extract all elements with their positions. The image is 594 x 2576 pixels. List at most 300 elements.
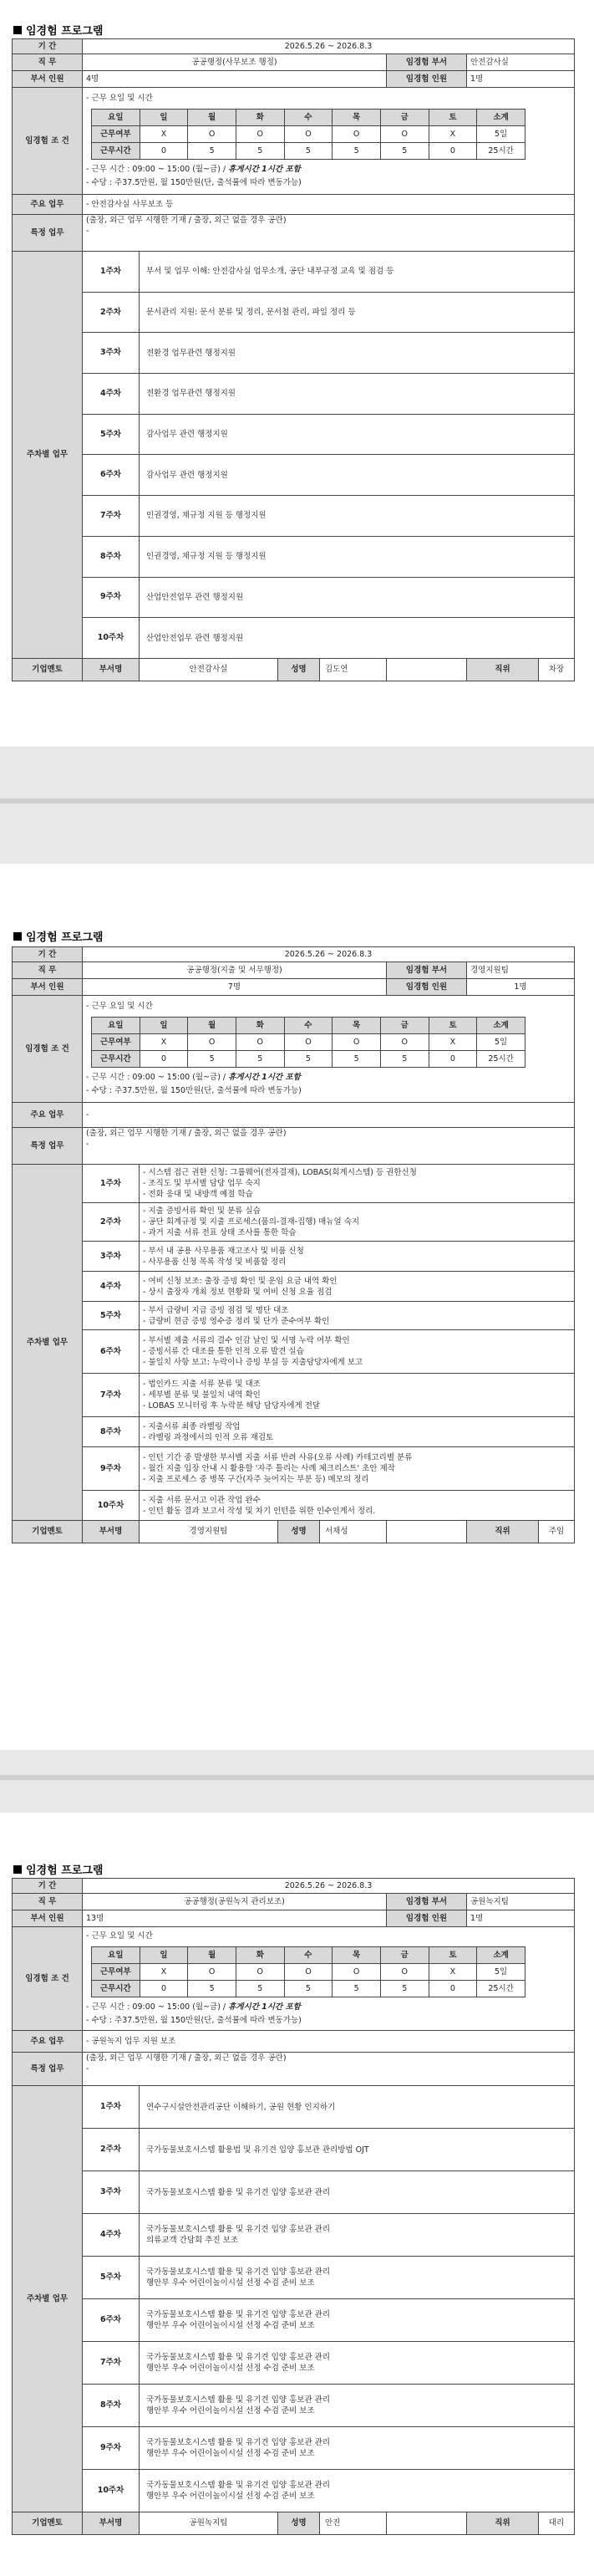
mentor-position-label: 직위 (467, 658, 539, 681)
week-task-line: - LOBAS 모니터링 후 누락분 해당 담당자에게 전달 (143, 1401, 321, 1410)
hours-row-label: 근무여부 (92, 1034, 140, 1051)
week-task-line: 국가동물보호시스템 활용 및 유기견 입양 홍보관 관리 (146, 2310, 331, 2319)
week-task-line: 문서관리 지원: 문서 분류 및 정리, 문서철 관리, 파일 정리 등 (146, 308, 356, 318)
conditions-body (83, 1927, 575, 2031)
mentor-name-cell (278, 2512, 387, 2535)
dept-staff-label: 부서 인원 (13, 979, 83, 996)
mentor-name-label: 성명 (278, 659, 320, 681)
hours-header-cell: 소계 (477, 1018, 525, 1034)
week-task-line: 국가동물보호시스템 활용 및 유기견 입양 홍보관 관리 (146, 2225, 331, 2234)
conditions-label: 임경험 조 건 (13, 1927, 83, 2031)
mentor-name-value: 김도연 (325, 664, 348, 674)
hours-header-cell: 요일 (92, 1947, 140, 1964)
row-job (13, 1894, 575, 1910)
hours-cell: 5 (284, 1981, 333, 1997)
hours-header-cell: 월 (188, 1947, 236, 1964)
section-title (13, 928, 103, 944)
special-duty-value: - (86, 2064, 89, 2074)
row-main-duty (13, 1103, 575, 1128)
week-tasks (140, 2214, 575, 2257)
hours-cell: O (380, 1034, 429, 1051)
week-task-line: 국가동물보호시스템 활용 및 유기견 입양 홍보관 관리 (146, 2353, 331, 2362)
main-duty-label: 주요 업무 (13, 2031, 83, 2053)
hours-cell: 5 (188, 1051, 236, 1068)
special-duty-note: (출장, 외근 업무 시행한 기재 / 출장, 외근 없을 경우 공란) (86, 1129, 287, 1138)
week-task-line: - 인턴 활동 결과 보고서 작성 및 차기 인턴을 위한 인수인계서 정리. (143, 1506, 376, 1516)
week-row (13, 2385, 575, 2427)
weekly-duty-label: 주차별 업무 (13, 2086, 83, 2512)
dept-assign-value: 공원녹지팀 (467, 1894, 575, 1910)
hours-cell: 5 (188, 1981, 236, 1997)
hours-row (92, 1981, 525, 1997)
conditions-time: - 근무 시간 : 09:00 ~ 15:00 (월~금) / (86, 2002, 226, 2012)
week-task-line: - 부서별 제출 서류의 결수 인감 날인 및 서명 누락 여부 확인 (143, 1336, 350, 1345)
hours-row (92, 143, 525, 160)
row-job (13, 962, 575, 979)
week-label: 1주차 (83, 2086, 140, 2129)
mentor-position-value: 주임 (539, 1521, 575, 1543)
week-row (13, 618, 575, 659)
week-task-line: - 시스템 접근 권한 신청: 그룹웨어(전자결재), LOBAS(회계시스템) 등 권한신청 (143, 1168, 417, 1177)
row-conditions (13, 1927, 575, 2031)
mentor-dept-value: 공원녹지팀 (140, 2512, 278, 2535)
hours-header-cell: 월 (188, 110, 236, 126)
week-task-line: 산업안전업무 관련 행정지원 (146, 633, 244, 643)
row-period (13, 39, 575, 54)
square-bullet-icon (13, 932, 22, 941)
row-staff (13, 71, 575, 88)
week-label: 7주차 (83, 2342, 140, 2385)
week-task-line: 산업안전업무 관련 행정지원 (146, 592, 244, 602)
week-tasks (140, 2257, 575, 2299)
week-row (13, 2086, 575, 2129)
week-label: 1주차 (83, 252, 140, 293)
dept-staff-value: 4명 (83, 71, 387, 88)
week-row (13, 2257, 575, 2299)
dept-assign-value: 경영지원팀 (467, 962, 575, 979)
square-bullet-icon (13, 26, 22, 34)
special-duty-body (83, 1128, 575, 1165)
weekly-duty-label: 주차별 업무 (13, 1165, 83, 1521)
dept-staff-label: 부서 인원 (13, 1910, 83, 1927)
hours-cell: 5 (236, 143, 284, 160)
conditions-pay-line: - 수당 : 주37.5만원, 월 150만원(단, 출석률에 따라 변동가능) (86, 1086, 302, 1095)
hours-header-cell: 수 (284, 110, 333, 126)
mentor-name-wrap (278, 659, 386, 681)
period-value: 2026.5.26 ~ 2026.8.3 (83, 1879, 575, 1894)
week-tasks (140, 1302, 575, 1330)
hours-header-cell: 요일 (92, 1018, 140, 1034)
week-task-line: 행안부 우수 어린이놀이시설 선정 수검 준비 보조 (146, 2364, 315, 2373)
week-task-line: 국가동물보호시스템 활용 및 유기견 입양 홍보관 관리 (146, 2481, 331, 2490)
hours-cell: X (429, 126, 477, 143)
hours-header-cell: 목 (333, 1947, 381, 1964)
period-label: 기 간 (13, 39, 83, 54)
week-task-line: - 법인카드 지출 서류 분류 및 대조 (143, 1380, 261, 1389)
company-mentor-label: 기업멘토 (13, 2512, 83, 2535)
hours-cell: O (188, 1034, 236, 1051)
dept-staff-value: 13명 (83, 1910, 387, 1927)
week-row (13, 1165, 575, 1203)
week-task-line: - 불일치 사항 보고: 누락이나 증빙 부실 등 지출담당자에게 보고 (143, 1358, 363, 1367)
period-label: 기 간 (13, 1879, 83, 1894)
program-table (12, 946, 575, 1543)
week-row (13, 2299, 575, 2342)
week-tasks (140, 1491, 575, 1521)
hours-cell: O (333, 1034, 381, 1051)
intern-count-label: 임경험 인원 (387, 71, 467, 88)
hours-row (92, 1034, 525, 1051)
job-label: 직 무 (13, 962, 83, 979)
hours-header-cell: 화 (236, 1018, 284, 1034)
week-label: 4주차 (83, 374, 140, 415)
hours-header-cell: 일 (140, 1018, 188, 1034)
special-duty-value: - (86, 227, 89, 236)
job-value: 공공행정(지출 및 서무행정) (83, 962, 387, 979)
hours-cell: O (380, 1964, 429, 1981)
job-value: 공공행정(사무보조 행정) (83, 54, 387, 71)
hours-cell: 5 (284, 143, 333, 160)
conditions-label: 임경험 조 건 (13, 88, 83, 195)
conditions-time-line (86, 163, 571, 176)
hours-cell: O (236, 126, 284, 143)
special-duty-label: 특정 업무 (13, 2053, 83, 2086)
hours-header-row (92, 1018, 525, 1034)
dept-assign-label: 임경험 부서 (387, 962, 467, 979)
special-duty-value: - (86, 1140, 89, 1149)
week-label: 10주차 (83, 618, 140, 659)
hours-cell: 5일 (477, 1964, 525, 1981)
conditions-days-line: - 근무 요일 및 시간 (86, 94, 153, 103)
conditions-body (83, 88, 575, 195)
mentor-name-value: 서채성 (325, 1527, 348, 1536)
week-tasks (140, 536, 575, 577)
week-tasks (140, 2470, 575, 2512)
hours-header-cell: 소계 (477, 110, 525, 126)
hours-header-cell: 목 (333, 1018, 381, 1034)
hours-cell: 25시간 (477, 1981, 525, 1997)
hours-header-cell: 화 (236, 110, 284, 126)
hours-cell: O (333, 126, 381, 143)
row-staff (13, 1910, 575, 1927)
hours-table (91, 1946, 525, 1997)
special-duty-label: 특정 업무 (13, 215, 83, 252)
week-label: 10주차 (83, 2470, 140, 2512)
company-mentor-label: 기업멘토 (13, 658, 83, 681)
hours-cell: O (284, 1034, 333, 1051)
row-main-duty (13, 195, 575, 215)
week-label: 9주차 (83, 577, 140, 618)
week-tasks (140, 292, 575, 333)
week-task-line: 감사업무 관련 행정지원 (146, 430, 228, 440)
mentor-position-value: 대리 (539, 2512, 575, 2535)
week-label: 3주차 (83, 2171, 140, 2214)
week-row (13, 1330, 575, 1374)
row-mentor (13, 658, 575, 681)
week-row (13, 1491, 575, 1521)
week-task-line: - 세부별 분류 및 불일치 내역 확인 (143, 1390, 261, 1400)
week-tasks (140, 455, 575, 496)
hours-cell: O (188, 126, 236, 143)
week-row (13, 1374, 575, 1417)
section-title (13, 1861, 103, 1877)
conditions-time-note: 휴게시간 1시간 포함 (228, 2002, 301, 2012)
week-row (13, 2342, 575, 2385)
week-task-line: - 월간 지출 입장 안내 시 활용할 '자주 틀리는 사례 체크리스트' 초안 제작 (143, 1464, 395, 1473)
mentor-position-label: 직위 (467, 2512, 539, 2535)
week-label: 1주차 (83, 1165, 140, 1203)
mentor-name-cell (278, 1521, 387, 1543)
intern-count-value: 1명 (467, 1910, 575, 1927)
intern-count-label: 임경험 인원 (387, 979, 467, 996)
week-task-line: 전환경 업무관련 행정지원 (146, 348, 236, 358)
hours-cell: 25시간 (477, 143, 525, 160)
week-row (13, 496, 575, 537)
week-row (13, 2214, 575, 2257)
week-task-line: - 지출 프로세스 중 병목 구간(자주 늦어지는 부분 등) 메모의 정리 (143, 1475, 369, 1484)
week-task-line: - 지출 증빙서류 확인 및 분류 실습 (143, 1206, 261, 1216)
mentor-position-label: 직위 (467, 1521, 539, 1543)
week-label: 6주차 (83, 455, 140, 496)
hours-header-cell: 금 (380, 1947, 429, 1964)
hours-header-cell: 월 (188, 1018, 236, 1034)
hours-header-cell: 토 (429, 1947, 477, 1964)
week-task-line: 국가동물보호시스템 활용 및 유기견 입양 홍보관 관리 (146, 2187, 331, 2197)
row-mentor (13, 1521, 575, 1543)
week-task-line: 전환경 업무관련 행정지원 (146, 389, 236, 399)
hours-table (91, 1017, 525, 1068)
hours-row-label: 근무시간 (92, 143, 140, 160)
weekly-duty-label: 주차별 업무 (13, 252, 83, 659)
page-gap (0, 1750, 594, 1813)
week-row (13, 1447, 575, 1491)
week-task-line: 의류교객 간담회 추진 보조 (146, 2236, 239, 2245)
hours-header-cell: 토 (429, 1018, 477, 1034)
conditions-time: - 근무 시간 : 09:00 ~ 15:00 (월~금) / (86, 165, 226, 174)
week-tasks (140, 1374, 575, 1417)
hours-cell: 0 (429, 1051, 477, 1068)
hours-cell: O (284, 1964, 333, 1981)
intern-count-value: 1명 (467, 979, 575, 996)
week-row (13, 333, 575, 374)
hours-cell: X (140, 1964, 188, 1981)
conditions-pay-line: - 수당 : 주37.5만원, 월 150만원(단, 출석률에 따라 변동가능) (86, 178, 302, 187)
conditions-time-line (86, 1071, 571, 1084)
section-title-text: 임경험 프로그램 (26, 931, 104, 944)
main-duty-label: 주요 업무 (13, 195, 83, 215)
hours-cell: 5 (284, 1051, 333, 1068)
conditions-time-note: 휴게시간 1시간 포함 (228, 1073, 301, 1082)
conditions-time: - 근무 시간 : 09:00 ~ 15:00 (월~금) / (86, 1073, 226, 1082)
week-label: 5주차 (83, 1302, 140, 1330)
intern-count-value: 1명 (467, 71, 575, 88)
dept-assign-label: 임경험 부서 (387, 1894, 467, 1910)
row-special-duty (13, 1128, 575, 1165)
main-duty-value: - (83, 1103, 575, 1128)
row-period (13, 1879, 575, 1894)
week-row (13, 2470, 575, 2512)
week-label: 2주차 (83, 292, 140, 333)
hours-cell: 0 (429, 1981, 477, 1997)
week-task-line: - 공단 회계규정 및 지출 프로세스(품의-결재-집행) 매뉴얼 숙지 (143, 1217, 360, 1227)
week-label: 5주차 (83, 2257, 140, 2299)
row-mentor (13, 2512, 575, 2535)
week-label: 8주차 (83, 2385, 140, 2427)
week-row (13, 414, 575, 455)
hours-cell: 0 (140, 1051, 188, 1068)
mentor-dept-value: 안전감사실 (140, 658, 278, 681)
week-tasks (140, 1447, 575, 1491)
mentor-name-label: 성명 (278, 2512, 320, 2534)
week-label: 6주차 (83, 2299, 140, 2342)
hours-cell: O (380, 126, 429, 143)
hours-header-cell: 금 (380, 1018, 429, 1034)
week-row (13, 252, 575, 293)
special-duty-note: (출장, 외근 업무 시행한 기재 / 출장, 외근 없을 경우 공란) (86, 2053, 287, 2063)
week-tasks (140, 333, 575, 374)
dept-staff-value: 7명 (83, 979, 387, 996)
week-label: 8주차 (83, 1417, 140, 1447)
mentor-name-wrap (278, 1521, 386, 1543)
row-conditions (13, 88, 575, 195)
main-duty-value: - 안전감사실 사무보조 등 (83, 195, 575, 215)
hours-row (92, 1051, 525, 1068)
hours-header-cell: 토 (429, 110, 477, 126)
hours-cell: 5 (236, 1981, 284, 1997)
week-task-line: 감사업무 관련 행정지원 (146, 470, 228, 480)
page-divider (0, 798, 594, 803)
hours-header-row (92, 1947, 525, 1964)
week-label: 2주차 (83, 2129, 140, 2171)
mentor-name-pad (387, 658, 467, 681)
special-duty-note: (출장, 외근 업무 시행한 기재 / 출장, 외근 없을 경우 공란) (86, 216, 287, 225)
mentor-dept-label: 부서명 (83, 1521, 140, 1543)
week-tasks (140, 2299, 575, 2342)
week-tasks (140, 2171, 575, 2214)
mentor-name-wrap (278, 2512, 386, 2534)
week-row (13, 1242, 575, 1272)
week-label: 3주차 (83, 333, 140, 374)
mentor-position-value: 차장 (539, 658, 575, 681)
week-task-line: - 전화 응대 및 내방객 예절 학습 (143, 1190, 253, 1199)
hours-header-cell: 소계 (477, 1947, 525, 1964)
hours-cell: X (429, 1034, 477, 1051)
main-duty-label: 주요 업무 (13, 1103, 83, 1128)
week-tasks (140, 1272, 575, 1302)
hours-cell: 5 (236, 1051, 284, 1068)
mentor-name-value: 안진 (325, 2518, 341, 2528)
week-row (13, 374, 575, 415)
week-task-line: 행안부 우수 어린이놀이시설 선정 수검 준비 보조 (146, 2492, 315, 2501)
week-row (13, 1203, 575, 1242)
week-task-line: 국가동물보호시스템 활용법 및 유기견 입양 홍보관 관리방법 OJT (146, 2145, 369, 2155)
special-duty-body (83, 2053, 575, 2086)
row-special-duty (13, 215, 575, 252)
week-tasks (140, 1242, 575, 1272)
mentor-name-pad (387, 2512, 467, 2535)
hours-header-cell: 일 (140, 1947, 188, 1964)
company-mentor-label: 기업멘토 (13, 1521, 83, 1543)
week-tasks (140, 1417, 575, 1447)
program-table (12, 1878, 575, 2535)
main-duty-value: - 공원녹지 업무 지원 보조 (83, 2031, 575, 2053)
conditions-pay-line: - 수당 : 주37.5만원, 월 150만원(단, 출석률에 따라 변동가능) (86, 2016, 302, 2025)
job-value: 공공행정(공원녹지 관리보조) (83, 1894, 387, 1910)
hours-cell: 5 (380, 143, 429, 160)
page-gap (0, 747, 594, 864)
hours-cell: 5 (333, 1051, 381, 1068)
week-task-line: - 라벨링 과정에서의 인적 오류 재검토 (143, 1432, 274, 1442)
mentor-name-label: 성명 (278, 1521, 320, 1543)
week-task-line: - 상시 출장자 개최 정보 현황화 및 여비 신청 요율 점검 (143, 1287, 333, 1297)
week-row (13, 2171, 575, 2214)
row-period (13, 947, 575, 962)
square-bullet-icon (13, 1865, 22, 1874)
conditions-time-note: 휴게시간 1시간 포함 (228, 165, 301, 174)
week-task-line: - 여비 신청 보조: 출장 증빙 확인 및 운임 요금 내역 확인 (143, 1276, 338, 1286)
hours-header-cell: 요일 (92, 110, 140, 126)
dept-assign-label: 임경험 부서 (387, 54, 467, 71)
week-task-line: 인권경영, 채규정 지원 등 행정지원 (146, 511, 267, 521)
hours-header-cell: 목 (333, 110, 381, 126)
hours-cell: O (236, 1964, 284, 1981)
week-tasks (140, 2086, 575, 2129)
week-label: 7주차 (83, 1374, 140, 1417)
mentor-name-pad (387, 1521, 467, 1543)
conditions-body (83, 996, 575, 1103)
week-label: 9주차 (83, 2427, 140, 2470)
hours-cell: X (140, 126, 188, 143)
hours-table (91, 109, 525, 160)
week-row (13, 455, 575, 496)
mentor-dept-label: 부서명 (83, 2512, 140, 2535)
week-row (13, 1302, 575, 1330)
week-task-line: - 사무용품 신청 목록 작성 및 비품함 정리 (143, 1257, 287, 1267)
week-label: 7주차 (83, 496, 140, 537)
week-task-line: - 과거 지출 서류 전표 상태 조사를 통한 학습 (143, 1228, 297, 1237)
week-tasks (140, 2342, 575, 2385)
conditions-time-line (86, 2001, 571, 2014)
row-main-duty (13, 2031, 575, 2053)
hours-header-cell: 화 (236, 1947, 284, 1964)
program-table (12, 38, 575, 681)
mentor-name-cell (278, 658, 387, 681)
page-divider (0, 1775, 594, 1780)
job-label: 직 무 (13, 1894, 83, 1910)
week-task-line: 국가동물보호시스템 활용 및 유기견 입양 홍보관 관리 (146, 2267, 331, 2277)
week-task-line: - 지출 서류 문서고 이관 작업 완수 (143, 1495, 261, 1505)
week-task-line: 행안부 우수 어린이놀이시설 선정 수검 준비 보조 (146, 2406, 315, 2415)
week-task-line: 국가동물보호시스템 활용 및 유기견 입양 홍보관 관리 (146, 2395, 331, 2405)
week-label: 4주차 (83, 1272, 140, 1302)
week-task-line: 행안부 우수 어린이놀이시설 선정 수검 준비 보조 (146, 2449, 315, 2458)
hours-header-cell: 수 (284, 1947, 333, 1964)
week-task-line: 행안부 우수 어린이놀이시설 선정 수검 준비 보조 (146, 2278, 315, 2288)
week-row (13, 2427, 575, 2470)
section-title (13, 22, 103, 38)
hours-row-label: 근무여부 (92, 126, 140, 143)
week-task-line: - 지출서류 최종 라벨링 작업 (143, 1421, 241, 1431)
week-tasks (140, 2129, 575, 2171)
special-duty-label: 특정 업무 (13, 1128, 83, 1165)
row-staff (13, 979, 575, 996)
hours-cell: 5 (380, 1981, 429, 1997)
week-tasks (140, 374, 575, 415)
week-label: 9주차 (83, 1447, 140, 1491)
week-task-line: 행안부 우수 어린이놀이시설 선정 수검 준비 보조 (146, 2321, 315, 2330)
section-title-text: 임경험 프로그램 (26, 25, 104, 38)
hours-cell: 25시간 (477, 1051, 525, 1068)
